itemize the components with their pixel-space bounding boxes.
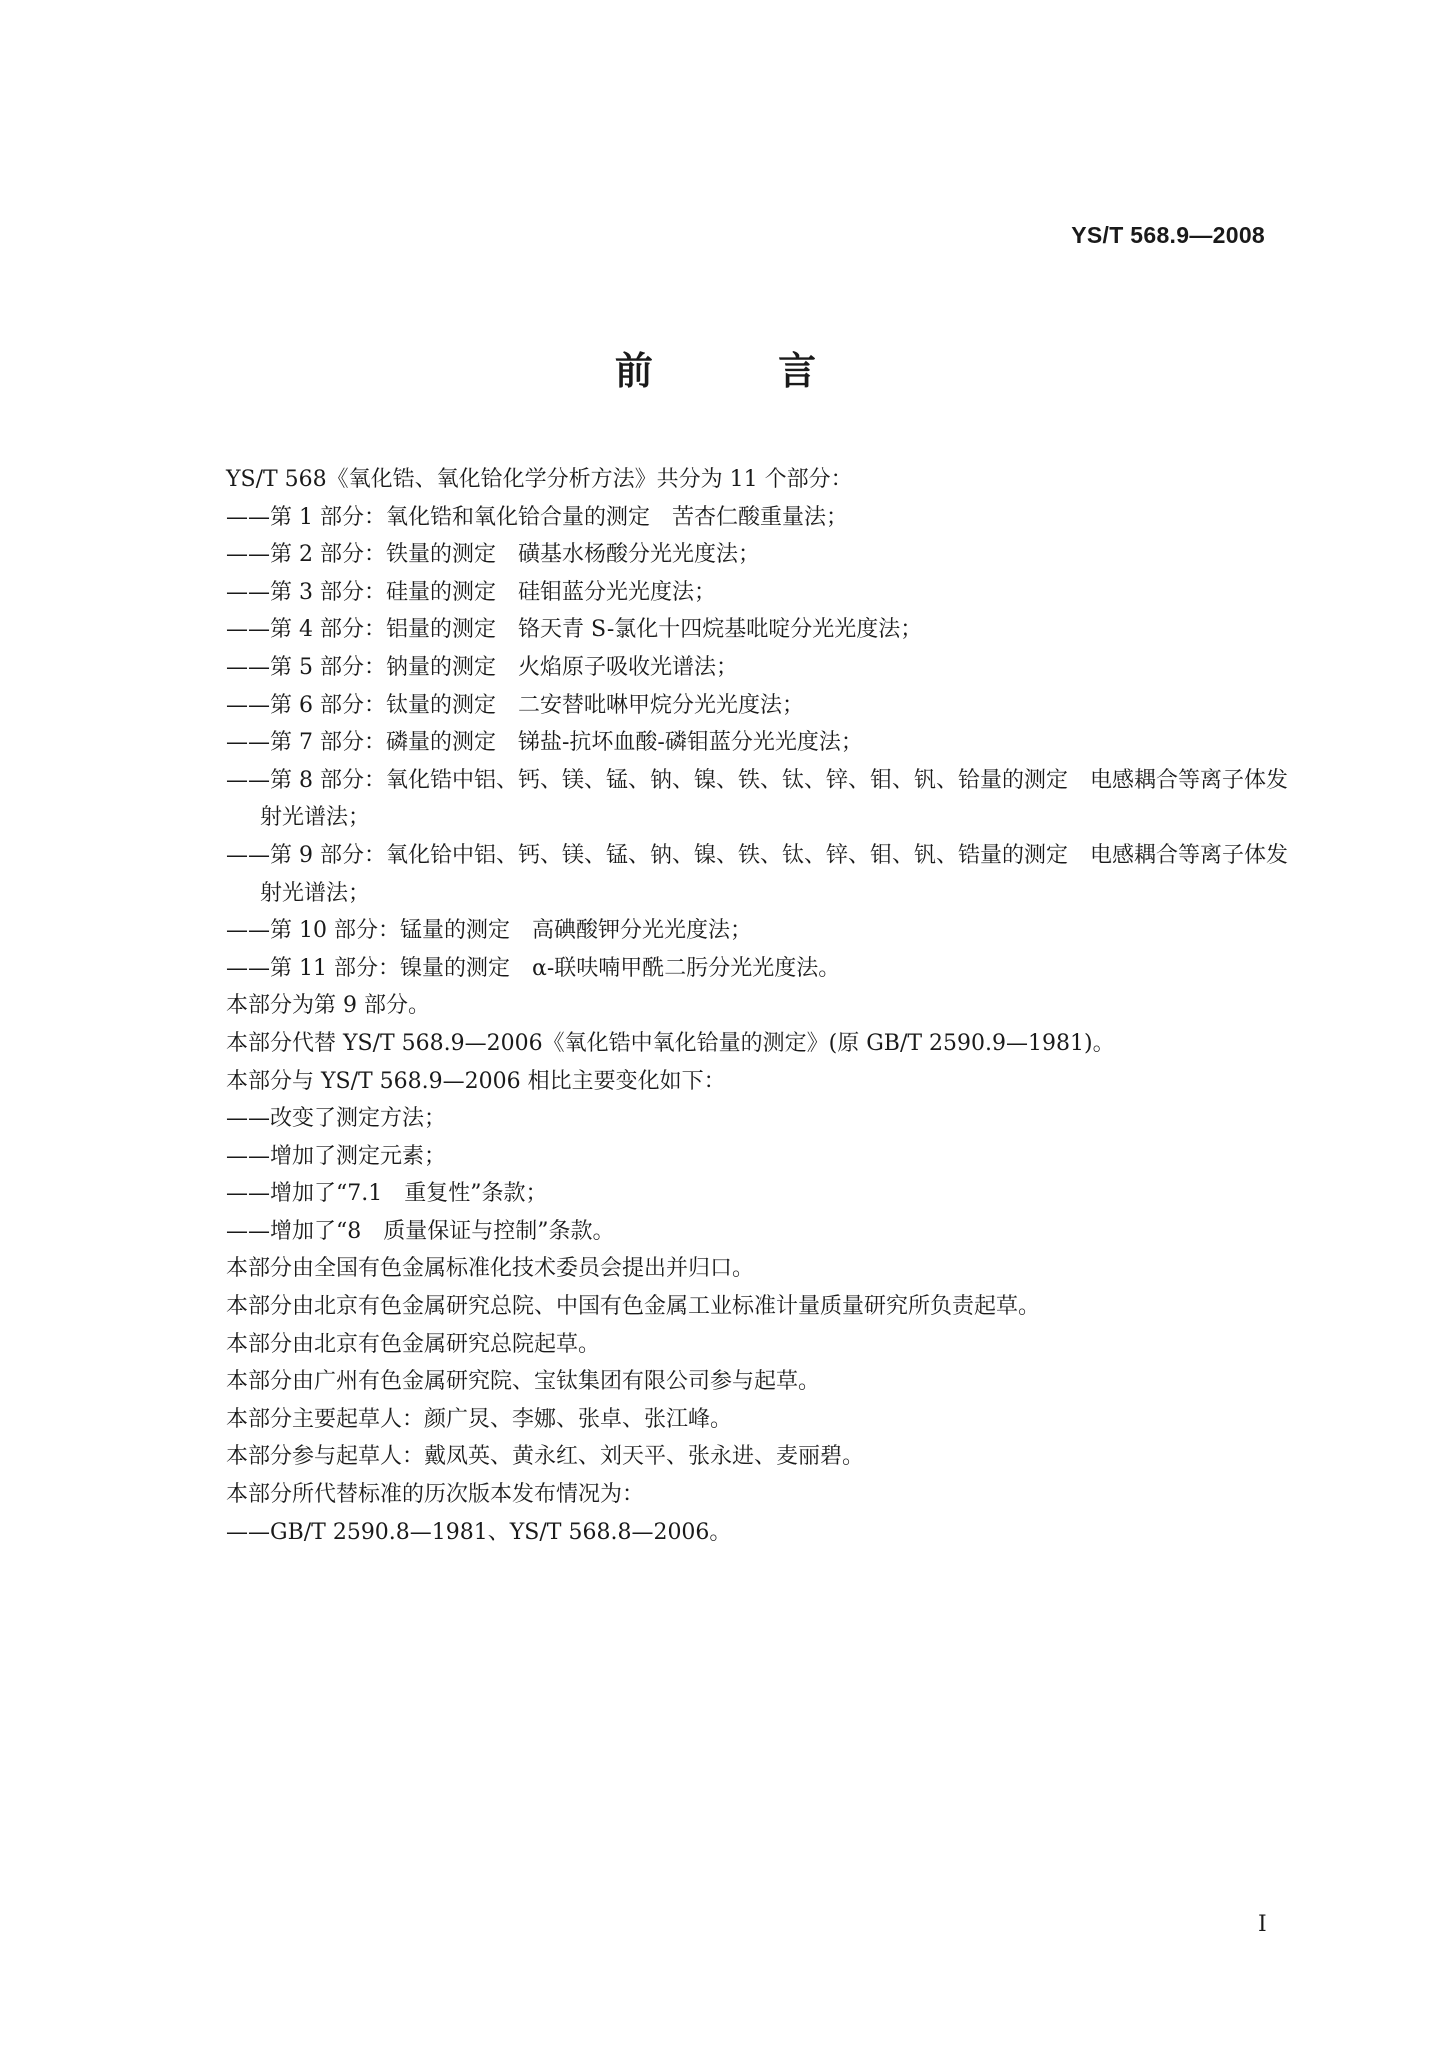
part-5-item: ——第 5 部分：钠量的测定 火焰原子吸收光谱法； [226, 654, 738, 680]
page-title: 前 言 [614, 349, 873, 393]
part-7-item: ——第 7 部分：磷量的测定 锑盐-抗坏血酸-磷钼蓝分光光度法； [226, 730, 863, 756]
replacement-statement: 本部分代替 YS/T 568.9—2006《氧化锆中氧化铪量的测定》(原 GB/T 2590.9—1981)。 [226, 1030, 1115, 1056]
drafter-statement: 本部分由北京有色金属研究总院起草。 [226, 1331, 601, 1357]
this-part-statement: 本部分为第 9 部分。 [226, 993, 430, 1019]
part-9-item: ——第 9 部分：氧化铪中铝、钙、镁、锰、钠、镍、铁、钛、锌、钼、钒、锆量的测定 电感耦合等离子体发 [226, 842, 1288, 868]
part-3-item: ——第 3 部分：硅量的测定 硅钼蓝分光光度法； [226, 579, 716, 605]
part-9-item-continued: 射光谱法； [260, 880, 371, 906]
part-10-item: ——第 10 部分：锰量的测定 高碘酸钾分光光度法； [226, 918, 752, 944]
change-item: ——增加了测定元素； [226, 1143, 447, 1169]
change-item: ——改变了测定方法； [226, 1106, 447, 1132]
history-item: ——GB/T 2590.8—1981、YS/T 568.8—2006。 [226, 1519, 732, 1545]
part-4-item: ——第 4 部分：铝量的测定 铬天青 S-氯化十四烷基吡啶分光光度法； [226, 617, 923, 643]
history-intro: 本部分所代替标准的历次版本发布情况为： [226, 1482, 645, 1508]
part-2-item: ——第 2 部分：铁量的测定 磺基水杨酸分光光度法； [226, 542, 760, 568]
change-item: ——增加了“8 质量保证与控制”条款。 [226, 1218, 615, 1244]
changes-intro: 本部分与 YS/T 568.9—2006 相比主要变化如下： [226, 1068, 726, 1094]
main-drafters: 本部分主要起草人：颜广炅、李娜、张卓、张江峰。 [226, 1406, 733, 1432]
part-8-item: ——第 8 部分：氧化锆中铝、钙、镁、锰、钠、镍、铁、钛、锌、钼、钒、铪量的测定 电感耦合等离子体发 [226, 767, 1288, 793]
intro-line: YS/T 568《氧化锆、氧化铪化学分析方法》共分为 11 个部分： [226, 467, 853, 492]
proposer-statement: 本部分由全国有色金属标准化技术委员会提出并归口。 [226, 1256, 755, 1282]
part-11-item: ——第 11 部分：镍量的测定 α-联呋喃甲酰二肟分光光度法。 [226, 955, 841, 981]
part-6-item: ——第 6 部分：钛量的测定 二安替吡啉甲烷分光光度法； [226, 692, 804, 718]
change-item: ——增加了“7.1 重复性”条款； [226, 1181, 548, 1207]
part-1-item: ——第 1 部分：氧化锆和氧化铪合量的测定 苦杏仁酸重量法； [226, 504, 848, 530]
participant-org-statement: 本部分由广州有色金属研究院、宝钛集团有限公司参与起草。 [226, 1369, 821, 1395]
page-number: I [1258, 1912, 1267, 1937]
foreword-body [226, 461, 1286, 1551]
part-8-item-continued: 射光谱法； [260, 805, 371, 831]
participating-drafters: 本部分参与起草人：戴凤英、黄永红、刘天平、张永进、麦丽碧。 [226, 1444, 865, 1470]
document-number: YS/T 568.9—2008 [1071, 222, 1265, 248]
drafter-org-statement: 本部分由北京有色金属研究总院、中国有色金属工业标准计量质量研究所负责起草。 [226, 1294, 1041, 1320]
